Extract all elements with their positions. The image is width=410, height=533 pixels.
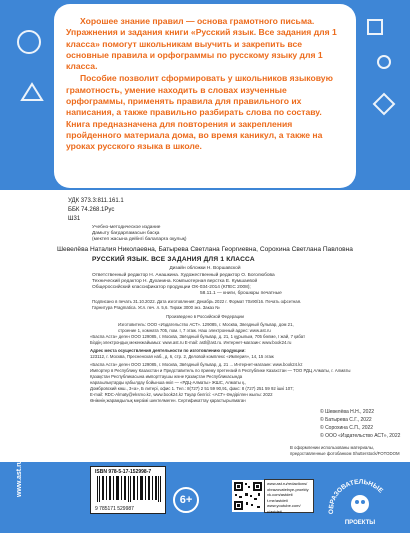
publisher-line-3: «Баспа Аста» деген ООО 129085, г. Москва, Звёздный бульвар, д. 21, 1 құрылым, 705 бөлме, I жай, 7 қабат — [90, 334, 306, 339]
promo-line-2[interactable]: obrazovatelnye-proekty — [267, 486, 309, 492]
author-mark: Ш31 — [68, 216, 81, 222]
triangle-decoration — [22, 84, 42, 100]
copyright-2: © Батырева С.Г., 2022 — [320, 417, 372, 423]
publisher-line-6: Импортер в Республику Казахстан и Представитель по приему претензий в Республике Казахстан — ТОО РДЦ Алматы, г. Алматы — [90, 368, 351, 373]
publisher-line-10: E-mail: RDC-Almaty@eksmo.kz, www.book24.kz Тауар белгісі: «АСТ» Өндірілген жылы: 2022 — [90, 392, 273, 397]
annotation-paragraph-1: Хорошее знание правил — основа грамотного письма. Упражнения и задания книги «Русский язык. Все задания для 1 класса» помогут школьникам выучить и закрепить все основные правила и орфограммы по русскому языку для 1 класса. — [66, 16, 337, 72]
copyright-1: © Шевелёва Н.Н., 2022 — [320, 409, 375, 415]
print-info-1: Подписано в печать 31.10.2022. Дата изготовления: Декабрь 2022 г. Формат 70x90/16. Печать офсетная. — [92, 299, 302, 304]
edition-type: Учебно-методическое издание — [92, 225, 161, 230]
square-decoration — [368, 20, 382, 34]
edition-type-kz: Дамыту бағдарламасын басқа — [92, 231, 160, 236]
udk-code: УДК 373.3:811.161.1 — [68, 198, 124, 204]
promo-line-4[interactable]: t.me/astdeti — [267, 497, 288, 503]
site-link[interactable]: www.ast.ru — [16, 459, 23, 497]
publisher-line-7: Қазақстан Республикасына импорттаушы және Қазақстан Республикасында — [90, 374, 243, 379]
licensing-title: Адрес места осуществления деятельности по изготовлению продукции: — [90, 348, 246, 353]
photo-credit-2: предоставленные фотобанком Shutterstock/FOTODOM — [290, 451, 400, 456]
classifier-code: 58.11.1 — книги, брошюры печатные — [200, 291, 282, 296]
brand-text-1: ОБРАЗОВАТЕЛЬНЫЕ — [327, 478, 385, 515]
book-title: РУССКИЙ ЯЗЫК. ВСЕ ЗАДАНИЯ ДЛЯ 1 КЛАССА — [92, 256, 255, 263]
publisher-line-2: строение 1, комната 705, пом. I, 7 этаж. Наш электронный адрес: www.ast.ru — [118, 328, 271, 333]
publisher-line-8: наразылықтарды қабылдау бойынша өкіл — «РДЦ-Алматы» ЖШС, Алматы қ., — [90, 380, 247, 385]
barcode-digits: 9 785171 529987 — [95, 506, 134, 512]
publisher-line-11: Өнімнің жарамдылық мерзімі шектелмеген. Сертификаттау қарастырылмаган — [90, 398, 246, 403]
circle-decoration — [18, 31, 40, 53]
authors: Шевелёва Наталия Николаевна, Батырева Светлана Георгиевна, Сорохина Светлана Павловна — [57, 246, 353, 253]
isbn-number: ISBN 978-5-17-152998-7 — [95, 469, 152, 475]
isbn-barcode — [90, 466, 166, 514]
promo-line-6[interactable]: c/astdeti — [267, 508, 282, 514]
promo-line-5[interactable]: www.youtube.com/ — [267, 503, 301, 508]
licensing-address: 123112, г. Москва, Пресненская наб., д. 6, стр. 2, Деловой комплекс «Империя», 14, 15 этаж — [90, 354, 274, 359]
diamond-decoration — [374, 94, 394, 114]
annotation-panel — [54, 4, 356, 188]
classifier: Общероссийский классификатор продукции ОК-034-2014 (КПЕС 2008); — [92, 285, 251, 290]
credit-editors: Ответственный редактор Н. Анашкина. Художественный редактор О. Боголюбова — [92, 273, 275, 278]
publisher-line-1: Изготовитель: ООО «Издательство АСТ». 129085, г. Москва, Звездный бульвар, дом 21, — [118, 322, 294, 327]
promo-links — [264, 479, 314, 513]
small-circle-decoration — [378, 56, 390, 68]
copyright-4: © ООО «Издательство АСТ», 2022 — [320, 433, 401, 439]
credit-cover: Дизайн обложки Н. Воршавской — [169, 266, 241, 271]
promo-line-1[interactable]: www.ast.ru/redactions/ — [267, 481, 308, 486]
qr-code-icon — [232, 480, 264, 512]
educational-projects-logo — [326, 474, 394, 526]
promo-line-3[interactable]: vk.com/astdeti — [267, 492, 293, 497]
bbk-code: ББК 74.268.1Рус — [68, 207, 115, 213]
publisher-line-9: Домбровский көш., 3«а», Б литері, офис 1. Тел.: 8(727) 2 51 59 90,91, факс: 8 (727) 251 59 92 ішкі 107; — [90, 386, 294, 391]
brand-text-2: ПРОЕКТЫ — [344, 520, 376, 526]
photo-credit-1: В оформлении использованы материалы, — [290, 445, 375, 450]
made-in: Произведено в Российской Федерации — [166, 314, 244, 319]
owl-icon — [351, 495, 369, 513]
copyright-3: © Сорохина С.П., 2022 — [320, 425, 374, 431]
print-info-2: Гарнитура Pragmatica. Усл. печ. л. 5,6. Тираж 3000 экз. Заказ № — [92, 305, 220, 310]
age-rating-badge: 6+ — [173, 487, 199, 513]
annotation-paragraph-2: Пособие позволит сформировать у школьников языковую грамотность, умение находить в словах изученные орфограммы, применять правила для правильного их написания, а также правильно разбирать слова по составу. Книга предназначена для повторения и закрепления пройденного материала дома, во время каникул, а также на уроках русского языка в школе. — [66, 73, 333, 152]
barcode-icon — [97, 476, 161, 502]
publisher-line-4: Біздің электрондық мекенжайымыз: www.ast.ru E-mail: astl@ast.ru. Интернет-магазин: www.book24.ru — [90, 340, 292, 345]
edition-type-kz-note: (мектеп жасына дейінгі балаларға оқулық) — [92, 237, 187, 242]
credit-tech: Технический редактор Н. Духанина. Компьютерная верстка Е. Кумшаевой — [92, 279, 258, 284]
publisher-line-5: «Баспа Аста» деген ООО 129085, г. Москва, Звёздный бульвар, д. 21 ... Интернет-магазин: www.book24.kz — [90, 362, 303, 367]
